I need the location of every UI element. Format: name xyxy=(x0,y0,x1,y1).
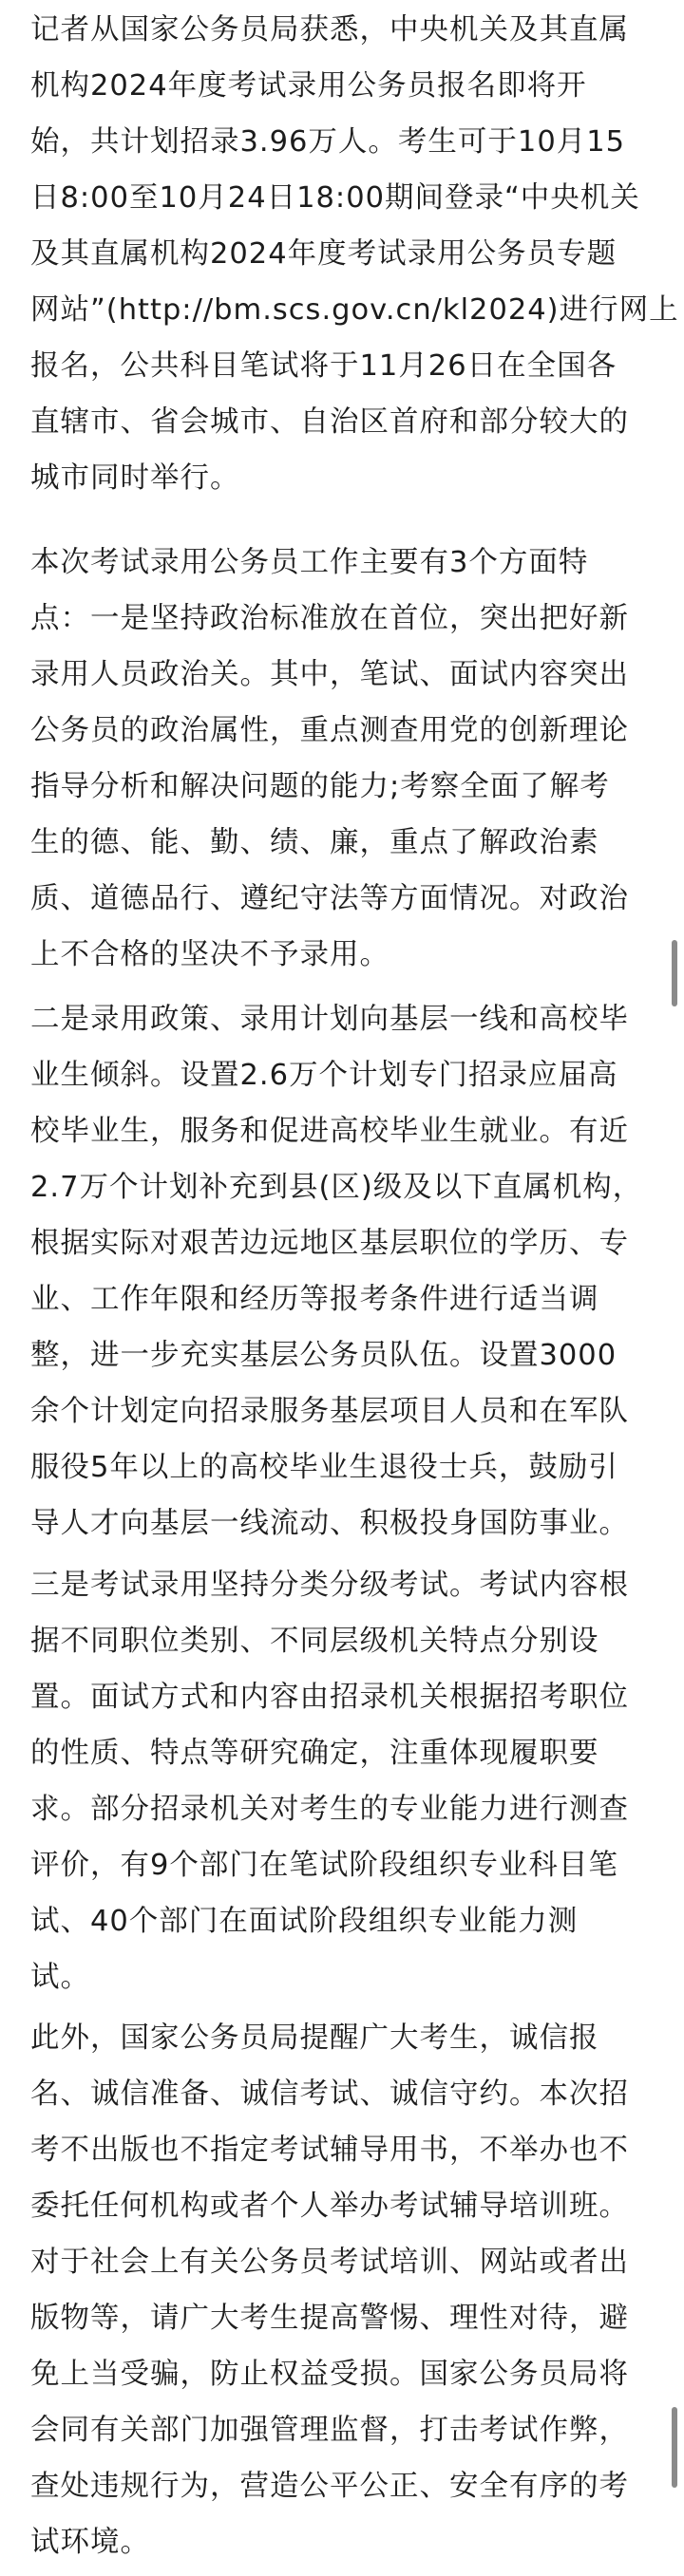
paragraph-4 xyxy=(30,1557,657,2005)
paragraph-line: 报名，公共科目笔试将于11月26日在全国各 xyxy=(30,349,618,383)
paragraph-line: 考不出版也不指定考试辅导用书，不举办也不 xyxy=(30,2134,629,2167)
paragraph-2 xyxy=(30,535,657,983)
paragraph-line: 名、诚信准备、诚信考试、诚信守约。本次招 xyxy=(30,2078,629,2111)
paragraph-line: 会同有关部门加强管理监督，打击考试作弊， xyxy=(30,2414,629,2447)
scroll-indicator[interactable] xyxy=(672,940,677,1006)
paragraph-line: 版物等，请广大考生提高警惕、理性对待，避 xyxy=(30,2302,629,2335)
paragraph-line: 试环境。 xyxy=(30,2526,150,2559)
paragraph-line: 求。部分招录机关对考生的专业能力进行测查 xyxy=(30,1793,629,1826)
paragraph-line: 记者从国家公务员局获悉，中央机关及其直属 xyxy=(30,13,629,47)
paragraph-line: 始，共计划招录3.96万人。考生可于10月15 xyxy=(30,125,626,159)
paragraph-line: 的性质、特点等研究确定，注重体现履职要 xyxy=(30,1737,599,1770)
paragraph-line: 生的德、能、勤、绩、廉，重点了解政治素 xyxy=(30,826,599,859)
paragraph-line: 查处违规行为，营造公平公正、安全有序的考 xyxy=(30,2470,629,2503)
paragraph-line: 业生倾斜。设置2.6万个计划专门招录应届高 xyxy=(30,1059,618,1092)
paragraph-line: 上不合格的坚决不予录用。 xyxy=(30,938,390,971)
paragraph-line: 此外，国家公务员局提醒广大考生，诚信报 xyxy=(30,2021,599,2055)
scroll-indicator[interactable] xyxy=(672,2407,677,2488)
paragraph-line: 业、工作年限和经历等报考条件进行适当调 xyxy=(30,1283,599,1316)
paragraph-line: 试、40个部门在面试阶段组织专业能力测 xyxy=(30,1905,579,1938)
paragraph-line: 机构2024年度考试录用公务员报名即将开 xyxy=(30,69,587,103)
paragraph-line: 二是录用政策、录用计划向基层一线和高校毕 xyxy=(30,1003,629,1036)
paragraph-3 xyxy=(30,991,657,1551)
paragraph-line: 本次考试录用公务员工作主要有3个方面特 xyxy=(30,546,589,579)
paragraph-line: 试。 xyxy=(30,1961,90,1994)
paragraph-line: 质、道德品行、遵纪守法等方面情况。对政治 xyxy=(30,882,629,915)
paragraph-line: 三是考试录用坚持分类分级考试。考试内容根 xyxy=(30,1569,629,1602)
paragraph-line: 评价，有9个部门在笔试阶段组织专业科目笔 xyxy=(30,1849,618,1882)
paragraph-line: 余个计划定向招录服务基层项目人员和在军队 xyxy=(30,1395,629,1428)
paragraph-line: 日8:00至10月24日18:00期间登录“中央机关 xyxy=(30,181,640,215)
paragraph-line: 2.7万个计划补充到县(区)级及以下直属机构， xyxy=(30,1171,643,1204)
paragraph-line: 委托任何机构或者个人举办考试辅导培训班。 xyxy=(30,2190,629,2223)
paragraph-line: 整，进一步充实基层公务员队伍。设置3000 xyxy=(30,1339,618,1372)
paragraph-line: 网站”(http://bm.scs.gov.cn/kl2024)进行网上 xyxy=(30,293,679,327)
paragraph-line: 校毕业生，服务和促进高校毕业生就业。有近 xyxy=(30,1115,629,1148)
paragraph-line: 根据实际对艰苦边远地区基层职位的学历、专 xyxy=(30,1227,629,1260)
paragraph-line: 城市同时举行。 xyxy=(30,461,240,495)
paragraph-line: 置。面试方式和内容由招录机关根据招考职位 xyxy=(30,1681,629,1714)
paragraph-1 xyxy=(30,2,679,506)
paragraph-line: 据不同职位类别、不同层级机关特点分别设 xyxy=(30,1625,599,1658)
paragraph-5 xyxy=(30,2010,657,2570)
paragraph-line: 点：一是坚持政治标准放在首位，突出把好新 xyxy=(30,602,629,635)
paragraph-line: 录用人员政治关。其中，笔试、面试内容突出 xyxy=(30,658,629,691)
paragraph-line: 公务员的政治属性，重点测查用党的创新理论 xyxy=(30,714,629,747)
paragraph-line: 对于社会上有关公务员考试培训、网站或者出 xyxy=(30,2246,629,2279)
paragraph-line: 直辖市、省会城市、自治区首府和部分较大的 xyxy=(30,405,629,439)
paragraph-line: 服役5年以上的高校毕业生退役士兵，鼓励引 xyxy=(30,1451,618,1484)
paragraph-line: 指导分析和解决问题的能力;考察全面了解考 xyxy=(30,770,610,803)
paragraph-line: 免上当受骗，防止权益受损。国家公务员局将 xyxy=(30,2358,629,2391)
paragraph-line: 导人才向基层一线流动、积极投身国防事业。 xyxy=(30,1507,629,1540)
paragraph-line: 及其直属机构2024年度考试录用公务员专题 xyxy=(30,237,618,271)
